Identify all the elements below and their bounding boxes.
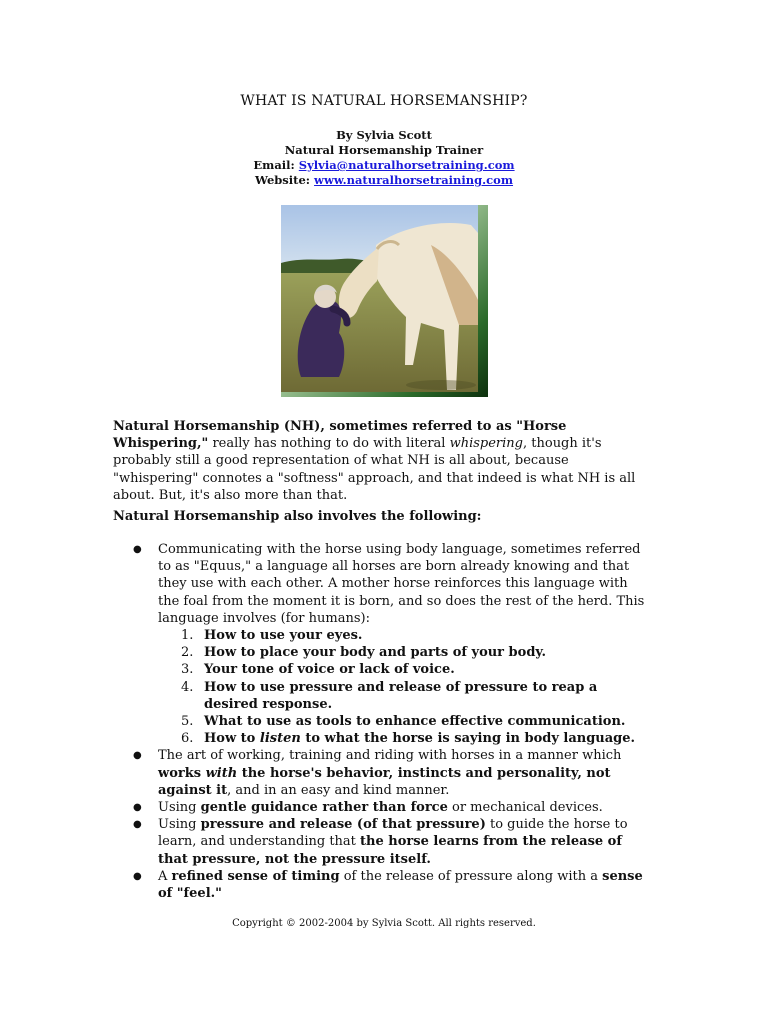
email-label: Email: <box>253 158 295 172</box>
bullet-text: The art of working, training and riding with horses in a manner which <box>158 748 622 764</box>
bullet-item-pressure-release <box>133 816 653 868</box>
item-text: Your tone of voice or lack of voice. <box>204 662 455 678</box>
website-label: Website: <box>254 173 311 187</box>
numbered-item <box>158 661 653 678</box>
bullet-text: Communicating with the horse using body language, sometimes referred to as "Equus," a language all horses are born already knowing and that they use with each other. A mother horse reinforces this language with the foal from the moment it is born, and so does the rest of the herd. This language involves (for humans): <box>158 542 645 626</box>
author-role: Natural Horsemanship Trainer <box>284 143 484 157</box>
bullet-bold: pressure and release (of that pressure) <box>200 817 486 833</box>
numbered-item <box>158 730 653 747</box>
bullet-glyph: ● <box>133 870 142 882</box>
bullet-bold: gentle guidance rather than force <box>200 800 448 816</box>
bullet-text: or mechanical devices. <box>447 800 603 816</box>
bullet-bold-italic: with <box>205 765 238 781</box>
numbered-item <box>158 713 653 730</box>
item-text: How to use your eyes. <box>204 628 363 644</box>
item-text: How to place your body and parts of your body. <box>204 645 546 661</box>
bullet-text: A <box>158 868 172 884</box>
intro-italic: whispering <box>449 436 523 452</box>
item-number: 5. <box>181 714 194 730</box>
email-line <box>0 158 768 173</box>
website-link[interactable]: www.naturalhorsetraining.com <box>314 173 514 187</box>
item-text-italic: listen <box>259 731 301 747</box>
document-title: WHAT IS NATURAL HORSEMANSHIP? <box>240 93 528 109</box>
bullet-list <box>133 541 653 902</box>
bullet-item-art-of-working <box>133 747 653 799</box>
bullet-text: , and in an easy and kind manner. <box>227 782 450 798</box>
website-line <box>0 173 768 188</box>
section-subheading: Natural Horsemanship also involves the following: <box>113 509 482 524</box>
bullet-item-communication <box>133 541 653 747</box>
author-name: By Sylvia Scott <box>336 128 432 142</box>
bullet-item-timing <box>133 868 653 902</box>
numbered-item <box>158 679 653 713</box>
bullet-item-gentle-guidance <box>133 799 653 816</box>
item-number: 4. <box>181 679 194 695</box>
bullet-text: Using <box>158 800 201 816</box>
horse-and-woman-photo <box>281 205 478 392</box>
intro-text-b: , though it's probably still a good representation of what NH is all about, because "whispering" connotes a "softness" approach, and that indeed is what NH is all about. But, it's also more than that. <box>113 436 636 503</box>
bullet-bold: the horse learns from the release of that pressure, not the pressure itself. <box>158 834 622 867</box>
item-text: What to use as tools to enhance effective communication. <box>204 714 626 730</box>
bullet-bold: works <box>158 765 206 781</box>
item-text: How to use pressure and release of pressure to reap a desired response. <box>204 679 598 712</box>
horse-photo-illustration <box>281 205 478 392</box>
intro-text-a: really has nothing to do with literal <box>208 436 450 452</box>
item-number: 3. <box>181 662 194 678</box>
horse-photo-frame <box>281 205 488 397</box>
bullet-text: of the release of pressure along with a <box>339 868 603 884</box>
item-number: 6. <box>181 731 194 747</box>
bullet-glyph: ● <box>133 819 142 831</box>
intro-paragraph <box>113 418 653 504</box>
copyright-notice: Copyright © 2002-2004 by Sylvia Scott. All rights reserved. <box>232 918 536 929</box>
item-text-pre: How to <box>204 731 260 747</box>
item-number: 2. <box>181 645 194 661</box>
item-number: 1. <box>181 628 194 644</box>
author-block <box>0 128 768 188</box>
email-link[interactable]: Sylvia@naturalhorsetraining.com <box>298 158 515 172</box>
bullet-bold: the horse's behavior, instincts and personality, not against it <box>158 765 611 798</box>
numbered-item <box>158 627 653 644</box>
bullet-glyph: ● <box>133 750 142 762</box>
item-text-post: to what the horse is saying in body language. <box>300 731 636 747</box>
intro-bold-lead: Natural Horsemanship (NH), sometimes referred to as "Horse Whispering," <box>113 419 567 452</box>
bullet-glyph: ● <box>133 802 142 814</box>
bullet-glyph: ● <box>133 544 142 555</box>
numbered-item <box>158 644 653 661</box>
bullet-text: Using <box>158 817 201 833</box>
bullet-text: to guide the horse to learn, and understanding that <box>158 817 628 850</box>
bullet-bold: refined sense of timing <box>171 868 340 884</box>
numbered-list <box>158 627 653 747</box>
bullet-bold: sense of "feel." <box>158 868 643 902</box>
